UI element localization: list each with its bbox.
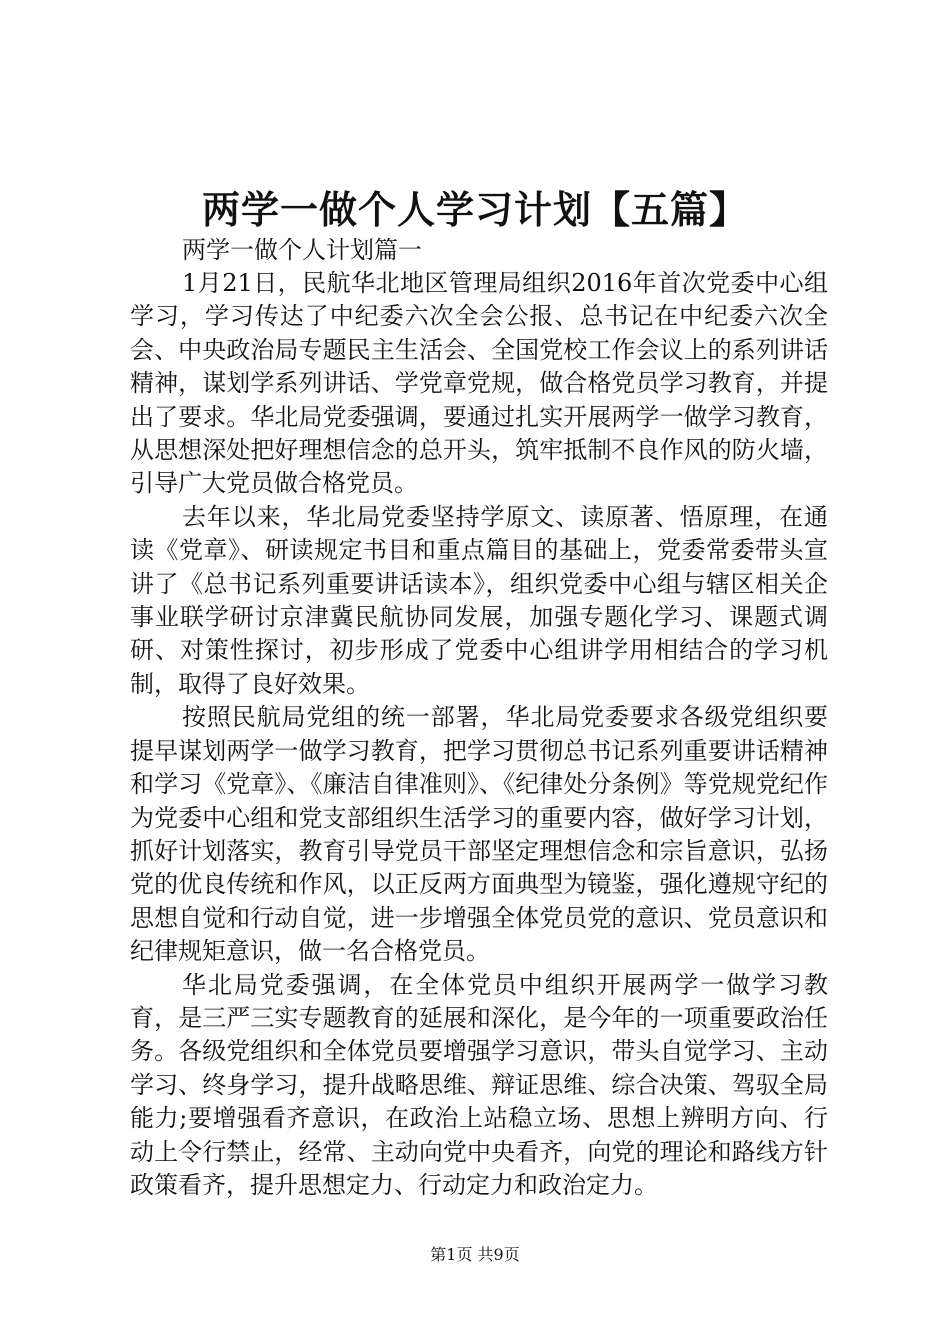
document-title: 两学一做个人学习计划【五篇】 — [201, 187, 748, 232]
paragraph-4: 华北局党委强调，在全体党员中组织开展两学一做学习教育，是三严三实专题教育的延展和深化，是今年的一项重要政治任务。各级党组织和全体党员要增强学习意识，带头自觉学习、主动学习、终身学习，提升战略思维、辩证思维、综合决策、驾驭全局能力;要增强看齐意识，在政治上站稳立场、思想上辨明方向、行动上令行禁止，经常、主动向党中央看齐，向党的理论和路线方针政策看齐，提升思想定力、行动定力和政治定力。 — [130, 970, 828, 1199]
document-body — [130, 234, 828, 1202]
paragraph-3: 按照民航局党组的统一部署，华北局党委要求各级党组织要提早谋划两学一做学习教育，把学习贯彻总书记系列重要讲话精神和学习《党章》、《廉洁自律准则》、《纪律处分条例》等党规党纪作为党委中心组和党支部组织生活学习的重要内容，做好学习计划，抓好计划落实，教育引导党员干部坚定理想信念和宗旨意识，弘扬党的优良传统和作风，以正反两方面典型为镜鉴，强化遵规守纪的思想自觉和行动自觉，进一步增强全体党员党的意识、党员意识和纪律规矩意识，做一名合格党员。 — [130, 703, 828, 966]
page-number-footer: 第1页 共9页 — [430, 1245, 520, 1264]
paragraph-1: 1月21日，民航华北地区管理局组织2016年首次党委中心组学习，学习传达了中纪委六次全会公报、总书记在中纪委六次全会、中央政治局专题民主生活会、全国党校工作会议上的系列讲话精神，谋划学系列讲话、学党章党规，做合格党员学习教育，并提出了要求。华北局党委强调，要通过扎实开展两学一做学习教育，从思想深处把好理想信念的总开头，筑牢抵制不良作风的防火墙，引导广大党员做合格党员。 — [130, 269, 828, 498]
paragraph-2: 去年以来，华北局党委坚持学原文、读原著、悟原理，在通读《党章》、研读规定书目和重点篇目的基础上，党委常委带头宣讲了《总书记系列重要讲话读本》，组织党委中心组与辖区相关企事业联学研讨京津冀民航协同发展，加强专题化学习、课题式调研、对策性探讨，初步形成了党委中心组讲学用相结合的学习机制，取得了良好效果。 — [130, 502, 828, 698]
section-subtitle: 两学一做个人计划篇一 — [182, 236, 422, 264]
